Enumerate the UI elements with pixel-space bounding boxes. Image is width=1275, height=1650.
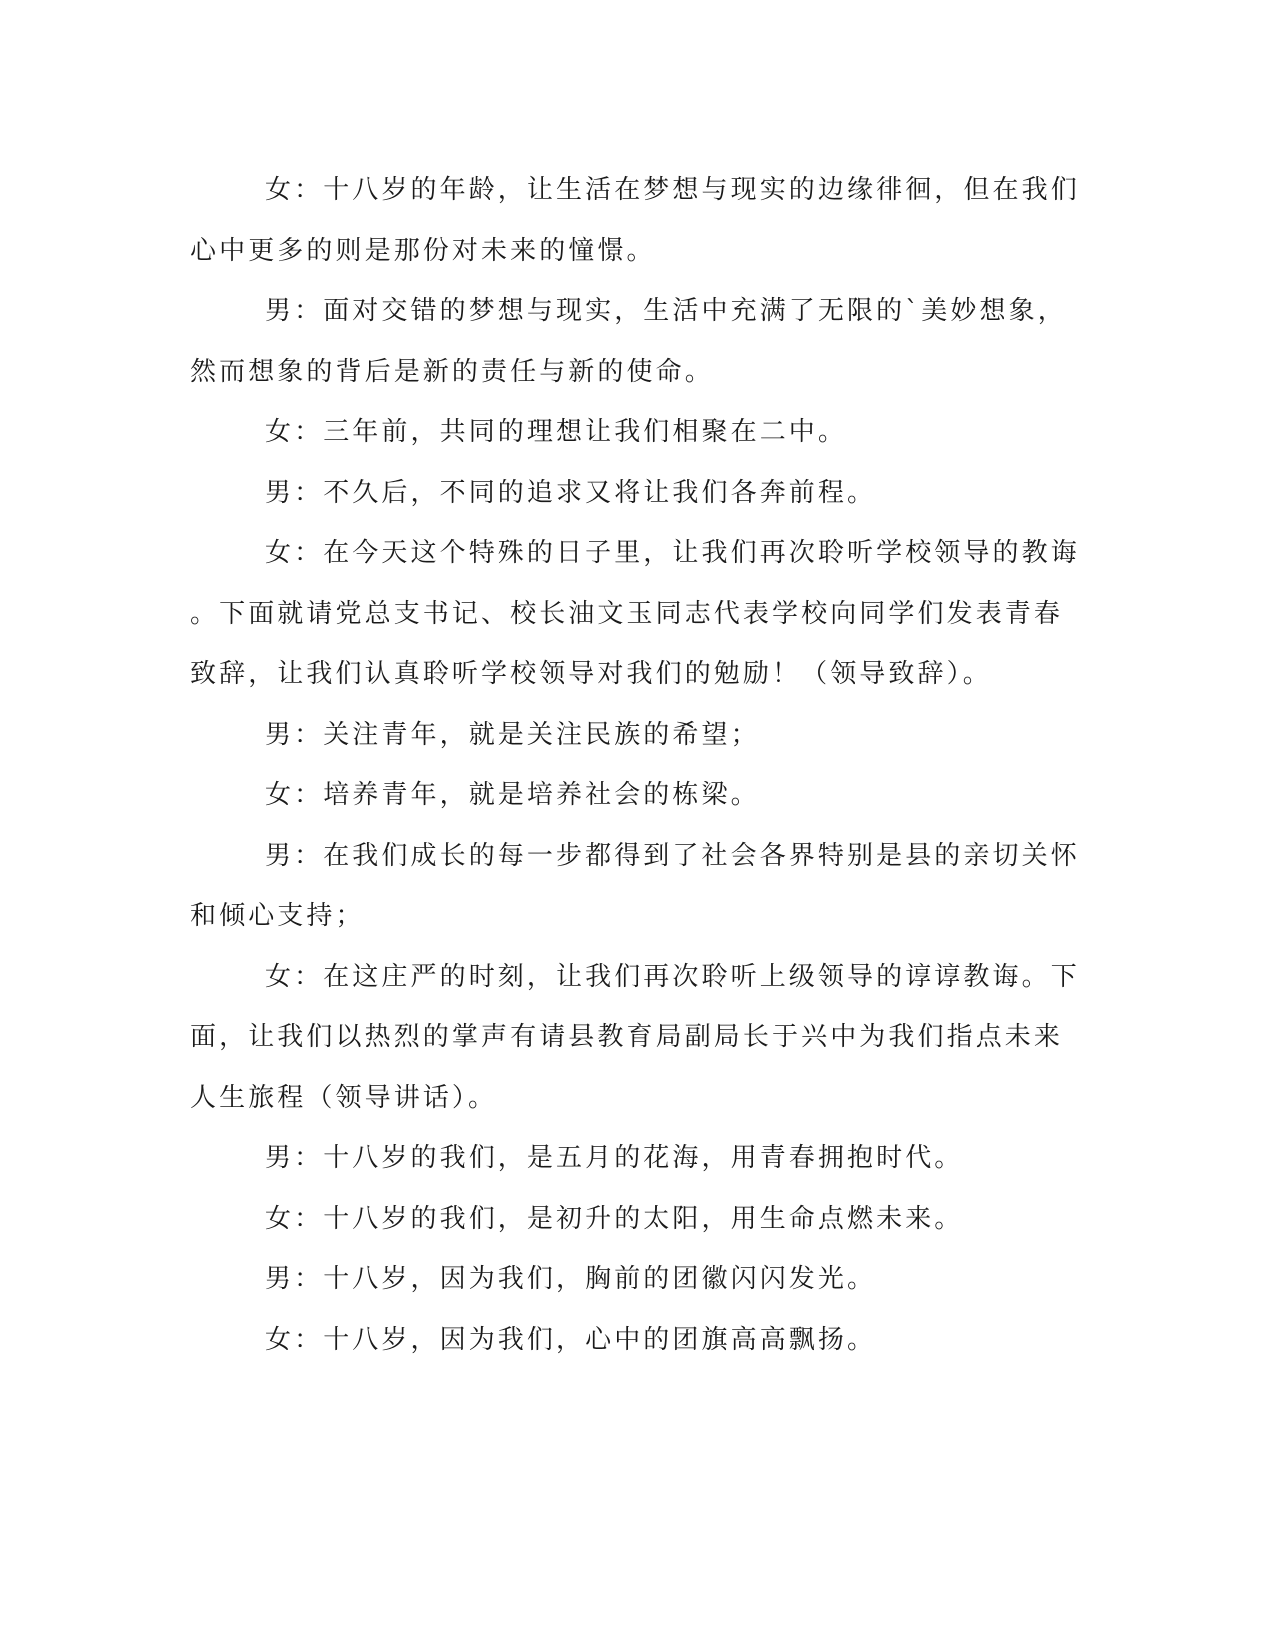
text-line: 男：面对交错的梦想与现实，生活中充满了无限的`美妙想象， — [265, 296, 1067, 326]
text-line: 致辞，让我们认真聆听学校领导对我们的勉励！（领导致辞）。 — [190, 659, 992, 689]
text-line: 女：十八岁的我们，是初升的太阳，用生命点燃未来。 — [265, 1203, 964, 1234]
text-line: 女：十八岁，因为我们，心中的团旗高高飘扬。 — [265, 1324, 877, 1355]
text-line: 女：培养青年，就是培养社会的栋梁。 — [265, 780, 760, 810]
text-line: 人生旅程（领导讲话）。 — [190, 1082, 498, 1113]
text-line: 女：三年前，共同的理想让我们相聚在二中。 — [265, 417, 848, 447]
paragraph — [190, 463, 1080, 524]
paragraph — [190, 826, 1080, 947]
text-line: 男：十八岁的我们，是五月的花海，用青春拥抱时代。 — [265, 1143, 964, 1173]
document-body — [190, 160, 1080, 1370]
text-line: 男：十八岁，因为我们，胸前的团徽闪闪发光。 — [265, 1264, 877, 1294]
paragraph — [190, 705, 1080, 766]
text-line: 男：不久后，不同的追求又将让我们各奔前程。 — [265, 477, 877, 508]
paragraph — [190, 765, 1080, 826]
paragraph — [190, 1310, 1080, 1371]
paragraph — [190, 1249, 1080, 1310]
text-line: 男：关注青年，就是关注民族的希望； — [265, 719, 760, 750]
text-line: 女：十八岁的年龄，让生活在梦想与现实的边缘徘徊，但在我们 — [265, 175, 1080, 205]
paragraph — [190, 281, 1080, 402]
text-line: 面，让我们以热烈的掌声有请县教育局副局长于兴中为我们指点未来 — [190, 1022, 1064, 1052]
text-line: 和倾心支持； — [190, 901, 365, 931]
text-line: 心中更多的则是那份对未来的憧憬。 — [190, 235, 656, 266]
text-line: 男：在我们成长的每一步都得到了社会各界特别是县的亲切关怀 — [265, 840, 1080, 871]
paragraph — [190, 523, 1080, 705]
text-line: 。下面就请党总支书记、校长油文玉同志代表学校向同学们发表青春 — [190, 598, 1064, 629]
text-line: 然而想象的背后是新的责任与新的使命。 — [190, 356, 714, 387]
paragraph — [190, 1128, 1080, 1189]
text-line: 女：在这庄严的时刻，让我们再次聆听上级领导的谆谆教诲。下 — [265, 961, 1080, 992]
paragraph — [190, 947, 1080, 1129]
paragraph — [190, 1189, 1080, 1250]
paragraph — [190, 402, 1080, 463]
paragraph — [190, 160, 1080, 281]
text-line: 女：在今天这个特殊的日子里，让我们再次聆听学校领导的教诲 — [265, 538, 1080, 568]
